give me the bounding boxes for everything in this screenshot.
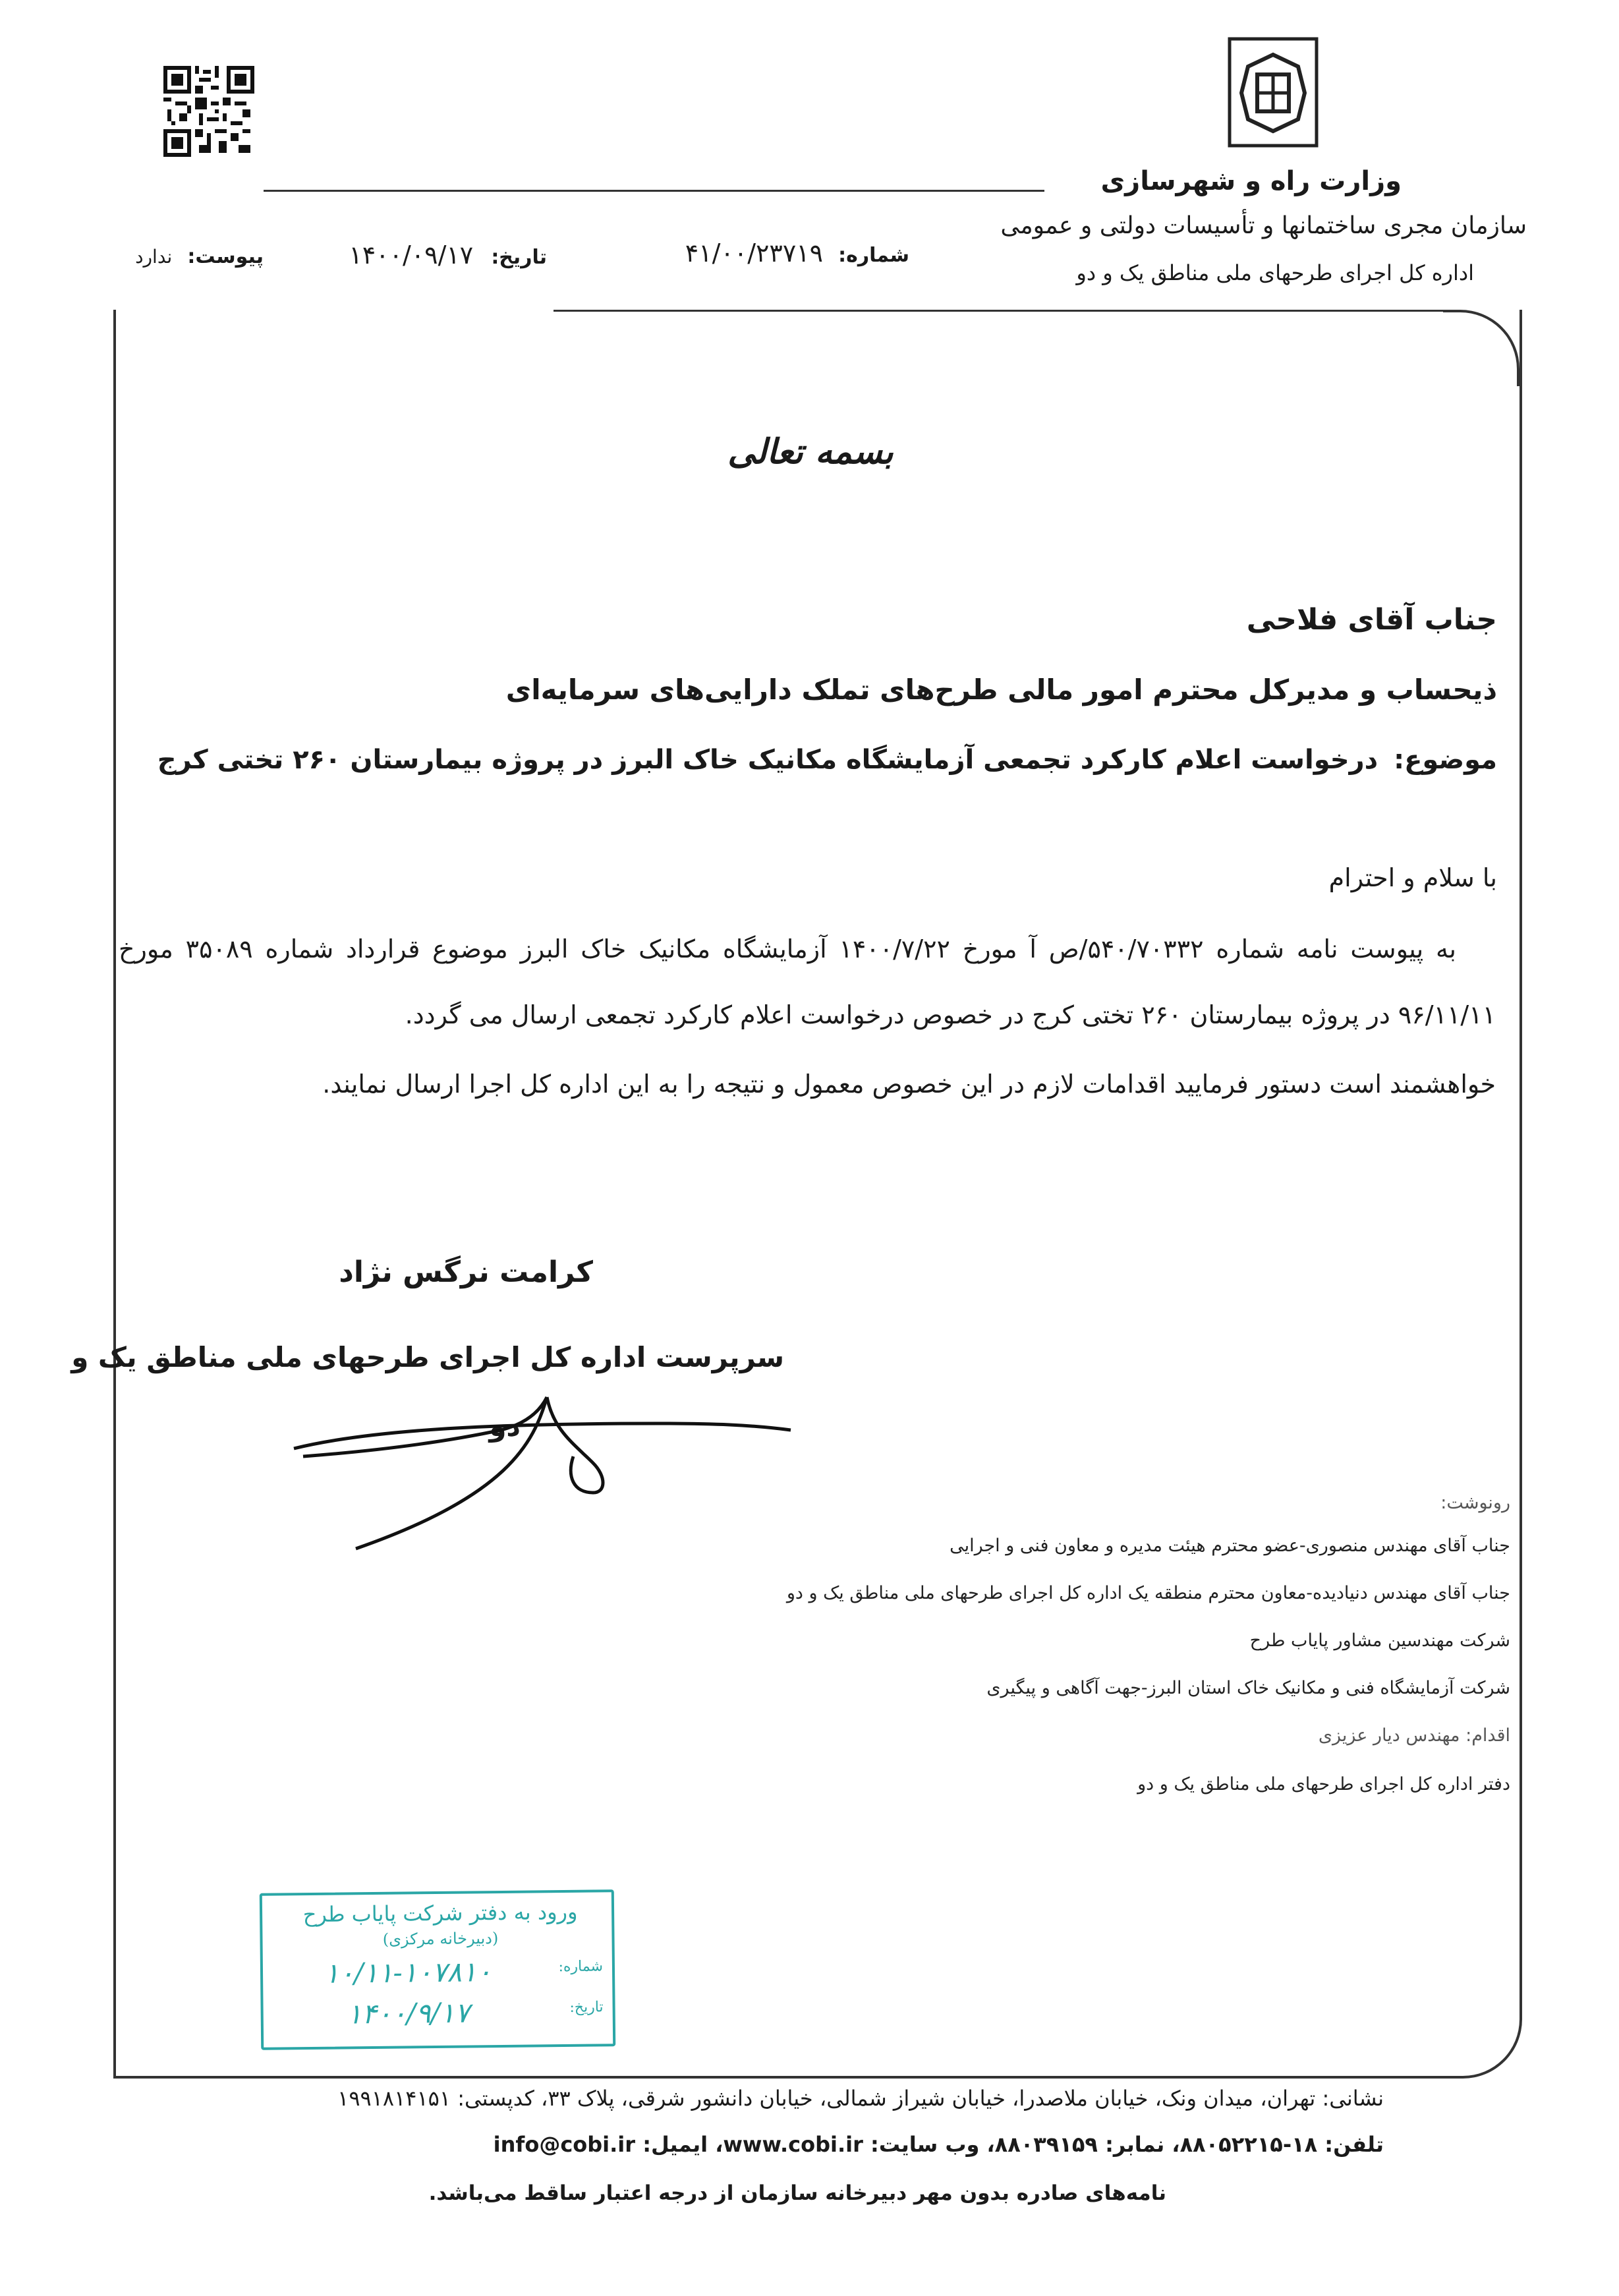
footer-address: نشانی: تهران، میدان ونک، خیابان ملاصدرا، خیابان شیراز شمالی، خیابان دانشور شرقی، پلاک ۳۳، کدپستی: ۱۹۹۱۸۱۴۱۵۱ — [337, 2086, 1384, 2111]
copies-item: جناب آقای مهندس دنیادیده-معاون محترم منطقه یک اداره کل اجرای طرحهای ملی مناطق یک و دو — [786, 1583, 1510, 1603]
body-paragraph-1: به پیوست نامه شماره ۵۴۰/۷۰۳۳۲/ص آ مورخ ۱۴۰۰/۷/۲۲ آزمایشگاه مکانیک خاک البرز موضوع قرارداد شماره ۳۵۰۸۹ مورخ ۹۶/۱۱/۱۱ در پروژه بیمارستان ۲۶۰ تختی کرج در خصوص درخواست اعلام کارکرد تجمعی ارسال می گردد. — [119, 934, 1496, 1029]
number-value: ۴۱/۰۰/۲۳۷۱۹ — [685, 239, 824, 268]
stamp-number-value: ۱۰/۱۱-۱۰۷۸۱۰ — [324, 1955, 492, 1990]
ministry-name: وزارت راه و شهرسازی — [1100, 166, 1402, 196]
number-label: شماره: — [838, 244, 909, 267]
stamp-date-value: ۱۴۰۰/۹/۱۷ — [347, 1996, 470, 2030]
body-paragraph-2: خواهشمند است دستور فرمایید اقدامات لازم در این خصوص معمول و نتیجه را به این اداره کل اجرا ارسال نمایند. — [322, 1070, 1496, 1099]
letter-date — [310, 241, 547, 270]
attachment-label: پیوست: — [187, 245, 264, 268]
letter-number — [659, 239, 909, 268]
copies-item: اقدام: مهندس دیار عزیزی — [1318, 1725, 1510, 1746]
recipient-name: جناب آقای فلاحی — [1246, 603, 1497, 637]
footer-contact: تلفن: ۱۸-۸۸۰۵۲۲۱۵، نمابر: ۸۸۰۳۹۱۵۹، وب سایت: www.cobi.ir، ایمیل: info@cobi.ir — [493, 2132, 1384, 2157]
header-rule-top — [264, 190, 1044, 192]
organization-name: سازمان مجری ساختمانها و تأسیسات دولتی و عمومی — [1000, 212, 1527, 239]
qr-code-icon — [163, 66, 254, 157]
greeting: با سلام و احترام — [1328, 863, 1497, 892]
subject-text: درخواست اعلام کارکرد تجمعی آزمایشگاه مکانیک خاک البرز در پروژه بیمارستان ۲۶۰ تختی کرج — [157, 745, 1378, 775]
copies-item: دفتر اداره کل اجرای طرحهای ملی مناطق یک و دو — [1137, 1774, 1510, 1794]
invocation: بسمه تعالی — [727, 432, 894, 472]
date-label: تاریخ: — [491, 246, 547, 269]
letter-attachment — [125, 245, 264, 268]
signatory-title-end: دو — [489, 1410, 521, 1443]
reception-stamp — [260, 1889, 615, 2050]
stamp-date-label: تاریخ: — [569, 1999, 604, 2016]
attachment-value: ندارد — [135, 246, 173, 268]
copies-item: شرکت مهندسین مشاور پایاب طرح — [1249, 1630, 1510, 1651]
copies-heading: رونوشت: — [1440, 1493, 1510, 1513]
footer-notice: نامه‌های صادره بدون مهر دبیرخانه سازمان از درجه اعتبار ساقط می‌باشد. — [428, 2181, 1166, 2205]
stamp-subtitle: (دبیرخانه مرکزی) — [382, 1929, 499, 1949]
subject-label: موضوع: — [1394, 745, 1497, 775]
stamp-number-label: شماره: — [558, 1958, 604, 1976]
signatory-name: کرامت نرگس نژاد — [339, 1255, 593, 1289]
department-name: اداره کل اجرای طرحهای ملی مناطق یک و دو — [1076, 260, 1474, 285]
signatory-title: سرپرست اداره کل اجرای طرحهای ملی مناطق یک و — [71, 1341, 784, 1373]
subject-line — [157, 745, 1497, 775]
copies-item: شرکت آزمایشگاه فنی و مکانیک خاک استان البرز-جهت آگاهی و پیگیری — [986, 1678, 1510, 1698]
date-value: ۱۴۰۰/۰۹/۱۷ — [349, 241, 474, 270]
copies-item: جناب آقای مهندس منصوری-عضو محترم هیئت مدیره و معاون فنی و اجرایی — [950, 1535, 1510, 1556]
stamp-title: ورود به دفتر شرکت پایاب طرح — [302, 1899, 578, 1928]
signature-icon — [290, 1384, 804, 1555]
ministry-logo-icon — [1227, 36, 1319, 148]
recipient-title: ذیحساب و مدیرکل محترم امور مالی طرح‌های تملک دارایی‌های سرمایه‌ای — [505, 674, 1497, 706]
letter-body-frame — [71, 310, 1522, 2079]
